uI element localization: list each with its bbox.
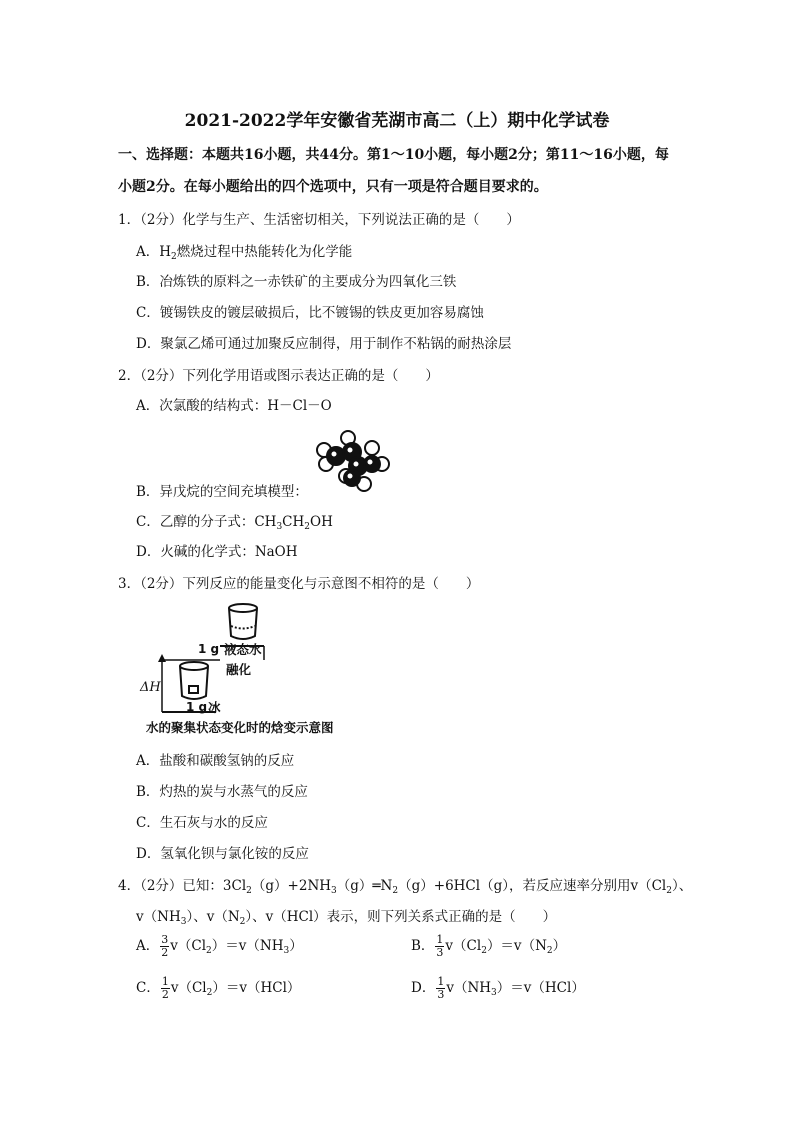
q1-stem: 1．（2分）化学与生产、生活密切相关，下列说法正确的是（ ） (118, 212, 520, 228)
section-heading-line-2: 小题2分。在每小题给出的四个选项中，只有一项是符合题目要求的。 (118, 179, 548, 195)
q3-option-a: A．盐酸和碳酸氢钠的反应 (136, 753, 295, 769)
enthalpy-diagram (140, 600, 370, 740)
q2-option-c: C．乙醇的分子式：$CH_3CH_2OH$ (136, 514, 333, 532)
q2-option-b: B．异戊烷的空间充填模型： (136, 484, 308, 500)
q4-stem-line-2: $v(NH_3)$、$v(N_2)$、v（HCl）表示，则下列关系式正确的是（ ） (136, 909, 557, 927)
section-heading-line-1: 一、选择题：本题共16小题，共44分。第1～10小题，每小题2分；第11～16小题，每 (118, 147, 669, 163)
q1-option-a: A．$H_2$燃烧过程中热能转化为化学能 (136, 244, 353, 262)
q4-option-d: D． $\frac{1}{3}$ $v(NH_3)=v(HCl)$ (411, 975, 585, 1001)
q3-option-c: C．生石灰与水的反应 (136, 815, 268, 831)
q2-option-a: A．次氯酸的结构式：H－Cl－O (136, 398, 332, 414)
label-delta-h: ΔH (140, 680, 161, 695)
exam-title: 2021-2022学年安徽省芜湖市高二（上）期中化学试卷 (184, 111, 610, 131)
q4-option-b: B． $\frac{1}{3}$ $v(Cl_2)=v(N_2)$ (411, 933, 567, 959)
label-melting: 融化 (226, 662, 252, 677)
q1-option-b: B．冶炼铁的原料之一赤铁矿的主要成分为四氧化三铁 (136, 274, 457, 290)
q4-stem-line-1: 4．（2分）已知：$3Cl_2(g)+2NH_3(g)═N_2(g)+6HCl(g)$，若反应速率分别用$v(Cl_2)$、 (118, 878, 693, 896)
label-ice-mass: 1 g (186, 700, 208, 714)
label-liquid-mass: 1 g (198, 642, 220, 656)
q2-option-d: D．火碱的化学式：NaOH (136, 544, 298, 560)
fraction: $\frac{1}{3}$ (437, 975, 445, 1001)
label-ice: 冰 (208, 700, 221, 715)
q4-option-a: A． $\frac{3}{2}$ $v(Cl_2)=v(NH_3)$ (136, 933, 303, 959)
q1-option-c: C．镀锡铁皮的镀层破损后，比不镀锡的铁皮更加容易腐蚀 (136, 305, 484, 321)
q1-option-d: D．聚氯乙烯可通过加聚反应制得，用于制作不粘锅的耐热涂层 (136, 336, 512, 352)
fraction: $\frac{1}{2}$ (161, 975, 169, 1001)
q3-option-d: D．氢氧化钡与氯化铵的反应 (136, 846, 309, 862)
label-liquid-water: 液态水 (224, 642, 262, 657)
q3-option-b: B．灼热的炭与水蒸气的反应 (136, 784, 308, 800)
fraction: $\frac{3}{2}$ (161, 933, 169, 959)
isopentane-space-filling-model-image (312, 428, 396, 492)
fraction: $\frac{1}{3}$ (436, 933, 444, 959)
q4-option-c: C． $\frac{1}{2}$ $v(Cl_2)=v(HCl)$ (136, 975, 301, 1001)
q3-stem: 3．（2分）下列反应的能量变化与示意图不相符的是（ ） (118, 576, 480, 592)
diagram-caption: 水的聚集状态变化时的焓变示意图 (146, 720, 334, 735)
q2-stem: 2．（2分）下列化学用语或图示表达正确的是（ ） (118, 368, 439, 384)
